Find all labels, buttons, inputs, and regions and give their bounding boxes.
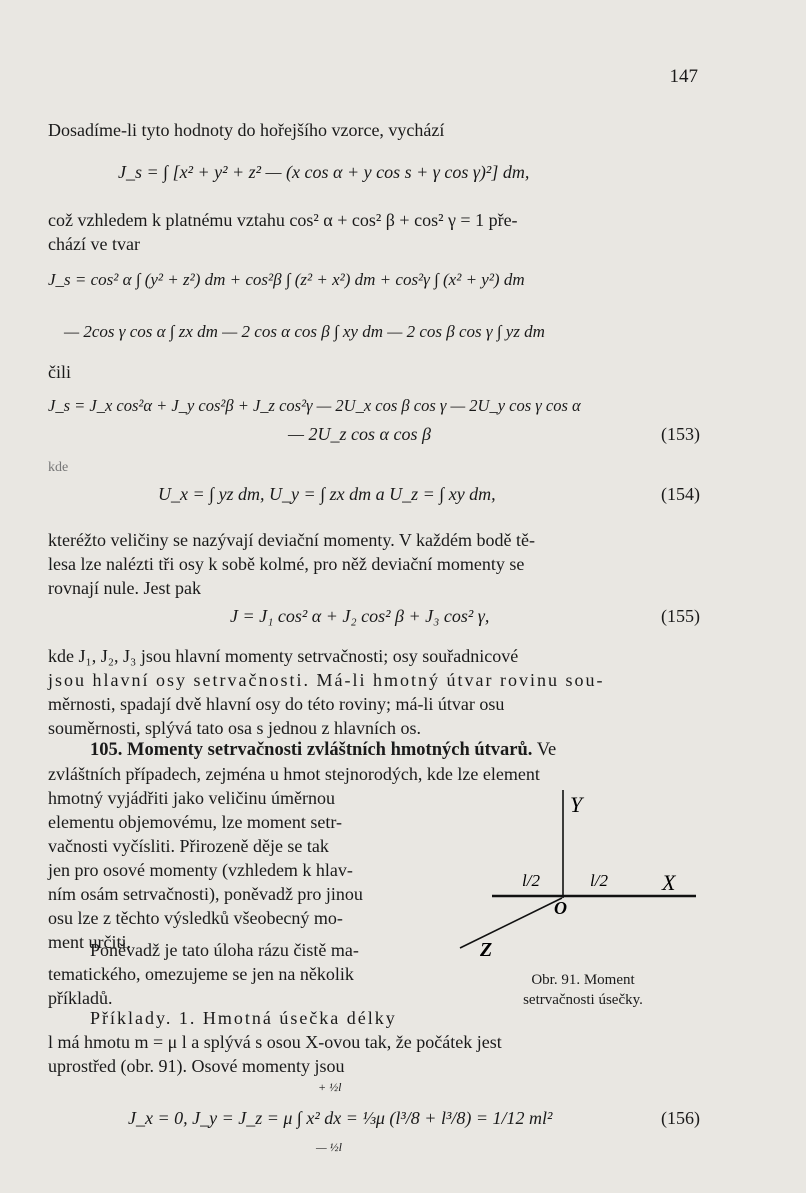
kde-word: kde: [48, 460, 69, 475]
equation-156: J_x = 0, J_y = J_z = μ ∫ x² dx = ⅓μ (l³/8 + l³/8) = 1/12 ml²: [128, 1108, 553, 1128]
equation-156-number: (156): [661, 1108, 700, 1128]
paragraph-3-line-2: lesa lze nalézti tři osy k sobě kolmé, pro něž deviační momenty se: [48, 554, 525, 574]
section-heading-line: [90, 738, 700, 762]
paragraph-4: [48, 644, 700, 740]
equation-153a: J_s = J_x cos²α + J_y cos²β + J_z cos²γ — 2U_x cos β cos γ — 2U_y cos γ cos α: [48, 396, 581, 415]
paragraph-4-line-2: jsou hlavní osy setrvačnosti. Má-li hmotný útvar rovinu sou-: [48, 670, 605, 690]
equation-154: U_x = ∫ yz dm, U_y = ∫ zx dm a U_z = ∫ xy dm,: [158, 484, 496, 504]
paragraph-3: [48, 528, 700, 600]
section-line-4: vačnosti vyčísliti. Přirozeně děje se tak: [48, 836, 329, 856]
origin-label: O: [554, 898, 567, 918]
page-number: 147: [669, 66, 698, 87]
figure-caption-line-2: setrvačnosti úsečky.: [523, 992, 643, 1008]
figure-caption-line-1: Obr. 91. Moment: [531, 972, 635, 988]
equation-155: J = J₁ cos² α + J₂ cos² β + J₃ cos² γ,: [230, 606, 490, 626]
paragraph-2-line-1: což vzhledem k platnému vztahu cos² α + cos² β + cos² γ = 1 pře-: [48, 210, 518, 230]
paragraph-7-line-1: Příklady. 1. Hmotná úsečka délky: [90, 1008, 397, 1028]
figure-91: [450, 780, 710, 970]
section-paragraph: [48, 786, 448, 954]
half-length-right-label: l/2: [590, 871, 608, 890]
equation-2a: J_s = cos² α ∫ (y² + z²) dm + cos²β ∫ (z² + x²) dm + cos²γ ∫ (x² + y²) dm: [48, 270, 525, 289]
section-line-8: ment určiti.: [48, 932, 131, 952]
equation-156-lower-limit: — ½l: [316, 1140, 343, 1154]
paragraph-6-line-2: tematického, omezujeme se jen na několik: [48, 964, 354, 984]
paragraph-3-line-1: kteréžto veličiny se nazývají deviační momenty. V každém bodě tě-: [48, 530, 535, 550]
equation-154-number: (154): [661, 484, 700, 504]
paragraph-4-line-3: měrnosti, spadají dvě hlavní osy do této roviny; má-li útvar osu: [48, 694, 505, 714]
section-line-2: hmotný vyjádřiti jako veličinu úměrnou: [48, 788, 335, 808]
paragraph-2: [48, 208, 700, 256]
figure-caption: [488, 970, 678, 1010]
section-heading: 105. Momenty setrvačnosti zvláštních hmotných útvarů.: [90, 740, 533, 760]
equation-153-number: (153): [661, 424, 700, 444]
z-axis-label: Z: [480, 939, 493, 961]
section-line-5: jen pro osové momenty (vzhledem k hlav-: [48, 860, 353, 880]
section-heading-tail: Ve: [536, 740, 557, 760]
intro-text: Dosadíme-li tyto hodnoty do hořejšího vzorce, vychází: [48, 120, 445, 140]
paragraph-6-line-1: Poněvadž je tato úloha rázu čistě ma-: [90, 940, 359, 960]
equation-155-number: (155): [661, 606, 700, 626]
paragraph-4-line-4: souměrnosti, splývá tato osa s jednou z hlavních os.: [48, 718, 421, 738]
paragraph-6-line-3: příkladů.: [48, 988, 113, 1008]
equation-156-upper-limit: + ½l: [318, 1080, 342, 1094]
equation-153b: — 2U_z cos α cos β: [288, 424, 431, 444]
paragraph-3-line-3: rovnají nule. Jest pak: [48, 578, 201, 598]
y-axis-label: Y: [570, 792, 583, 817]
x-axis-label: X: [662, 870, 676, 895]
paragraph-2-line-2: chází ve tvar: [48, 234, 140, 254]
equation-1: J_s = ∫ [x² + y² + z² — (x cos α + y cos s + γ cos γ)²] dm,: [118, 162, 530, 182]
equation-2b: — 2cos γ cos α ∫ zx dm — 2 cos α cos β ∫ xy dm — 2 cos β cos γ ∫ yz dm: [64, 322, 545, 341]
paragraph-7-line-3: uprostřed (obr. 91). Osové momenty jsou: [48, 1056, 345, 1076]
section-line-7: osu lze z těchto výsledků všeobecný mo-: [48, 908, 343, 928]
paragraph-4-line-1: kde J₁, J₂, J₃ jsou hlavní momenty setrvačnosti; osy souřadnicové: [48, 646, 519, 666]
paragraph-7: [48, 1030, 700, 1078]
z-axis-line: [460, 898, 562, 948]
section-line-6: ním osám setrvačnosti), poněvadž pro jinou: [48, 884, 363, 904]
section-first-line: zvláštních případech, zejména u hmot stejnorodých, kde lze element: [48, 764, 540, 784]
cili-word: čili: [48, 362, 71, 382]
section-line-3: elementu objemovému, lze moment setr-: [48, 812, 343, 832]
paragraph-7-line-2: l má hmotu m = μ l a splývá s osou X-ovou tak, že počátek jest: [48, 1032, 502, 1052]
paragraph-7-first: [90, 1006, 438, 1030]
half-length-left-label: l/2: [522, 871, 540, 890]
